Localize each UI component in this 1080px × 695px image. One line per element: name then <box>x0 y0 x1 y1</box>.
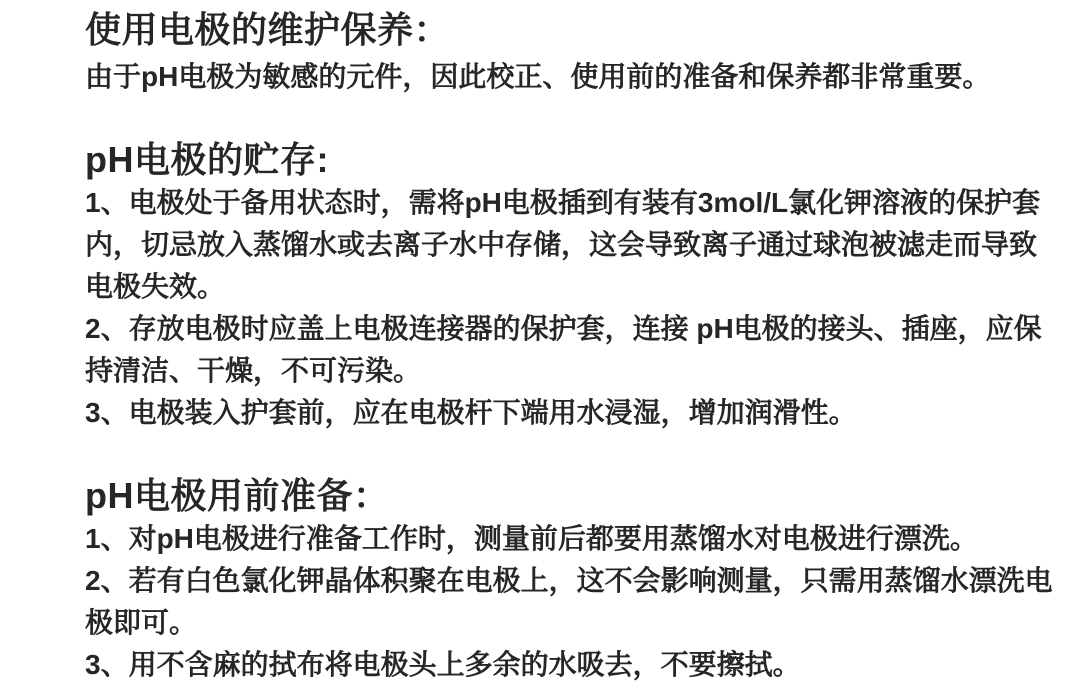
section-electrode-maintenance <box>85 8 1062 98</box>
preparation-item-2: 2、若有白色氯化钾晶体积聚在电极上，这不会影响测量，只需用蒸馏水漂洗电极即可。 <box>85 565 1053 638</box>
preparation-item-1: 1、对pH电极进行准备工作时，测量前后都要用蒸馏水对电极进行漂洗。 <box>85 523 978 554</box>
storage-item-1: 1、电极处于备用状态时，需将pH电极插到有装有3mol/L氯化钾溶液的保护套内，切忌放入蒸馏水或去离子水中存储，这会导致离子通过球泡被滤走而导致电极失效。 <box>85 187 1041 302</box>
heading-ph-electrode-storage: pH电极的贮存: <box>85 139 329 180</box>
section-ph-electrode-preparation <box>85 474 1062 686</box>
maintenance-intro-paragraph: 由于pH电极为敏感的元件，因此校正、使用前的准备和保养都非常重要。 <box>85 61 991 92</box>
section-ph-electrode-storage <box>85 138 1062 434</box>
storage-item-2: 2、存放电极时应盖上电极连接器的保护套，连接 pH电极的接头、插座，应保持清洁、干燥，不可污染。 <box>85 313 1042 386</box>
storage-item-3: 3、电极装入护套前，应在电极杆下端用水浸湿，增加润滑性。 <box>85 397 857 428</box>
heading-ph-electrode-preparation: pH电极用前准备： <box>85 475 390 516</box>
preparation-item-3: 3、用不含麻的拭布将电极头上多余的水吸去，不要擦拭。 <box>85 649 801 680</box>
heading-electrode-maintenance: 使用电极的维护保养： <box>85 9 451 50</box>
